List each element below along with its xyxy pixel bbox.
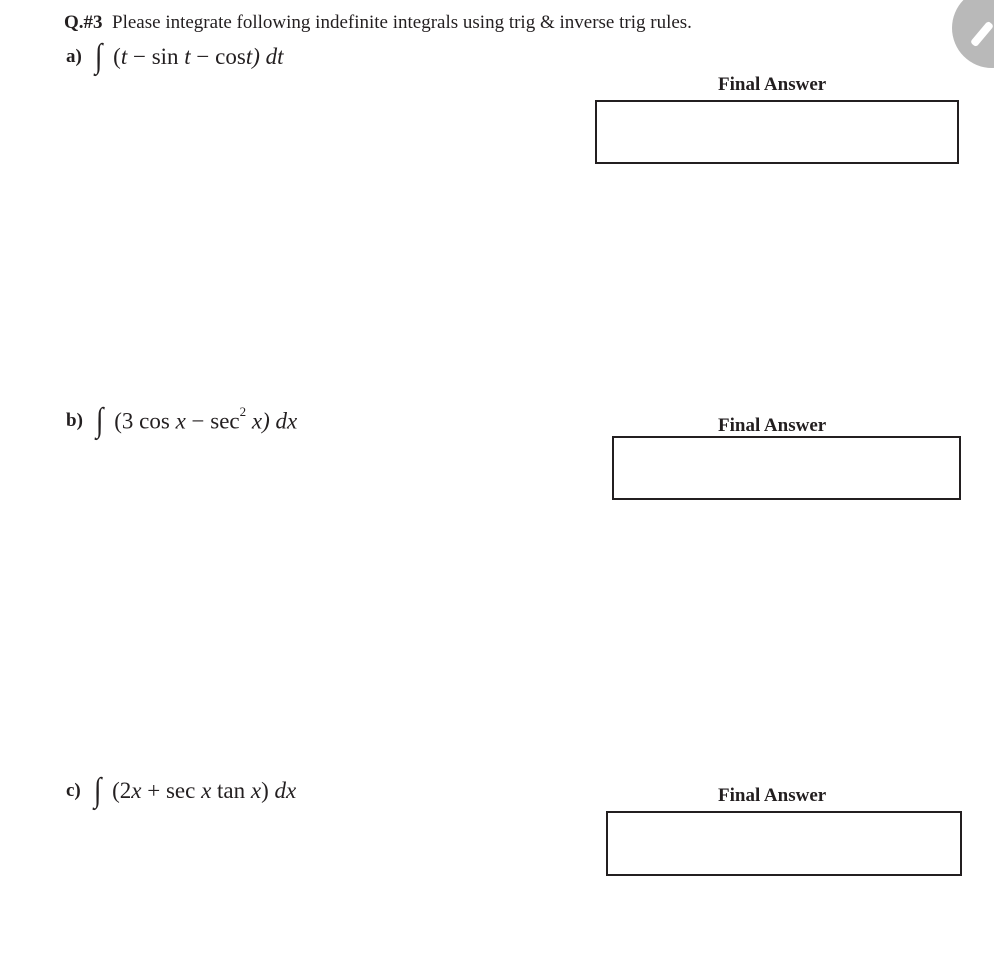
- final-answer-label: Final Answer: [718, 415, 827, 436]
- integrand: [112, 778, 296, 804]
- math-variable: t: [245, 44, 253, 69]
- question-instruction: Please integrate following indefinite integrals using trig & inverse trig rules.: [112, 12, 692, 33]
- math-variable: x: [175, 408, 186, 434]
- integrand: [113, 44, 283, 70]
- math-text: (2: [112, 778, 132, 803]
- math-variable: ): [252, 44, 266, 69]
- math-exponent: 2: [239, 403, 247, 419]
- final-answer-box-a[interactable]: [595, 100, 959, 164]
- math-text: tan: [211, 778, 251, 803]
- math-text: (3 cos: [114, 408, 176, 434]
- final-answer-label: Final Answer: [718, 785, 827, 806]
- math-variable: x: [131, 778, 142, 803]
- math-variable: x: [246, 408, 263, 434]
- math-variable: x: [250, 778, 262, 803]
- math-text: − sin: [127, 44, 185, 69]
- math-text: + sec: [141, 778, 202, 803]
- problem-b: [66, 402, 297, 440]
- final-answer-label: Final Answer: [718, 74, 827, 95]
- math-text: ): [261, 778, 275, 803]
- math-variable: dx: [274, 778, 297, 803]
- math-variable: t: [184, 44, 191, 69]
- problem-label: c): [66, 780, 81, 801]
- integral-symbol: ∫: [94, 38, 103, 75]
- math-text: − cos: [190, 44, 246, 69]
- math-variable: x: [201, 778, 212, 803]
- final-answer-box-c[interactable]: [606, 811, 962, 876]
- problem-label: b): [66, 410, 83, 431]
- math-text: (: [113, 44, 121, 69]
- math-variable: dx: [275, 408, 298, 434]
- problem-c: [66, 772, 296, 810]
- integral-symbol: ∫: [93, 772, 102, 809]
- problem-label: a): [66, 46, 82, 67]
- question-header: [64, 12, 692, 34]
- problem-a: [66, 38, 284, 76]
- integrand: [114, 403, 298, 435]
- integral-symbol: ∫: [95, 402, 104, 439]
- final-answer-box-b[interactable]: [612, 436, 961, 500]
- math-text: − sec: [185, 408, 240, 434]
- edit-pencil-icon[interactable]: [952, 0, 994, 68]
- math-variable: dt: [265, 44, 284, 69]
- math-variable: t: [120, 44, 128, 69]
- question-number: Q.#3: [64, 12, 103, 33]
- math-variable: ): [262, 408, 276, 434]
